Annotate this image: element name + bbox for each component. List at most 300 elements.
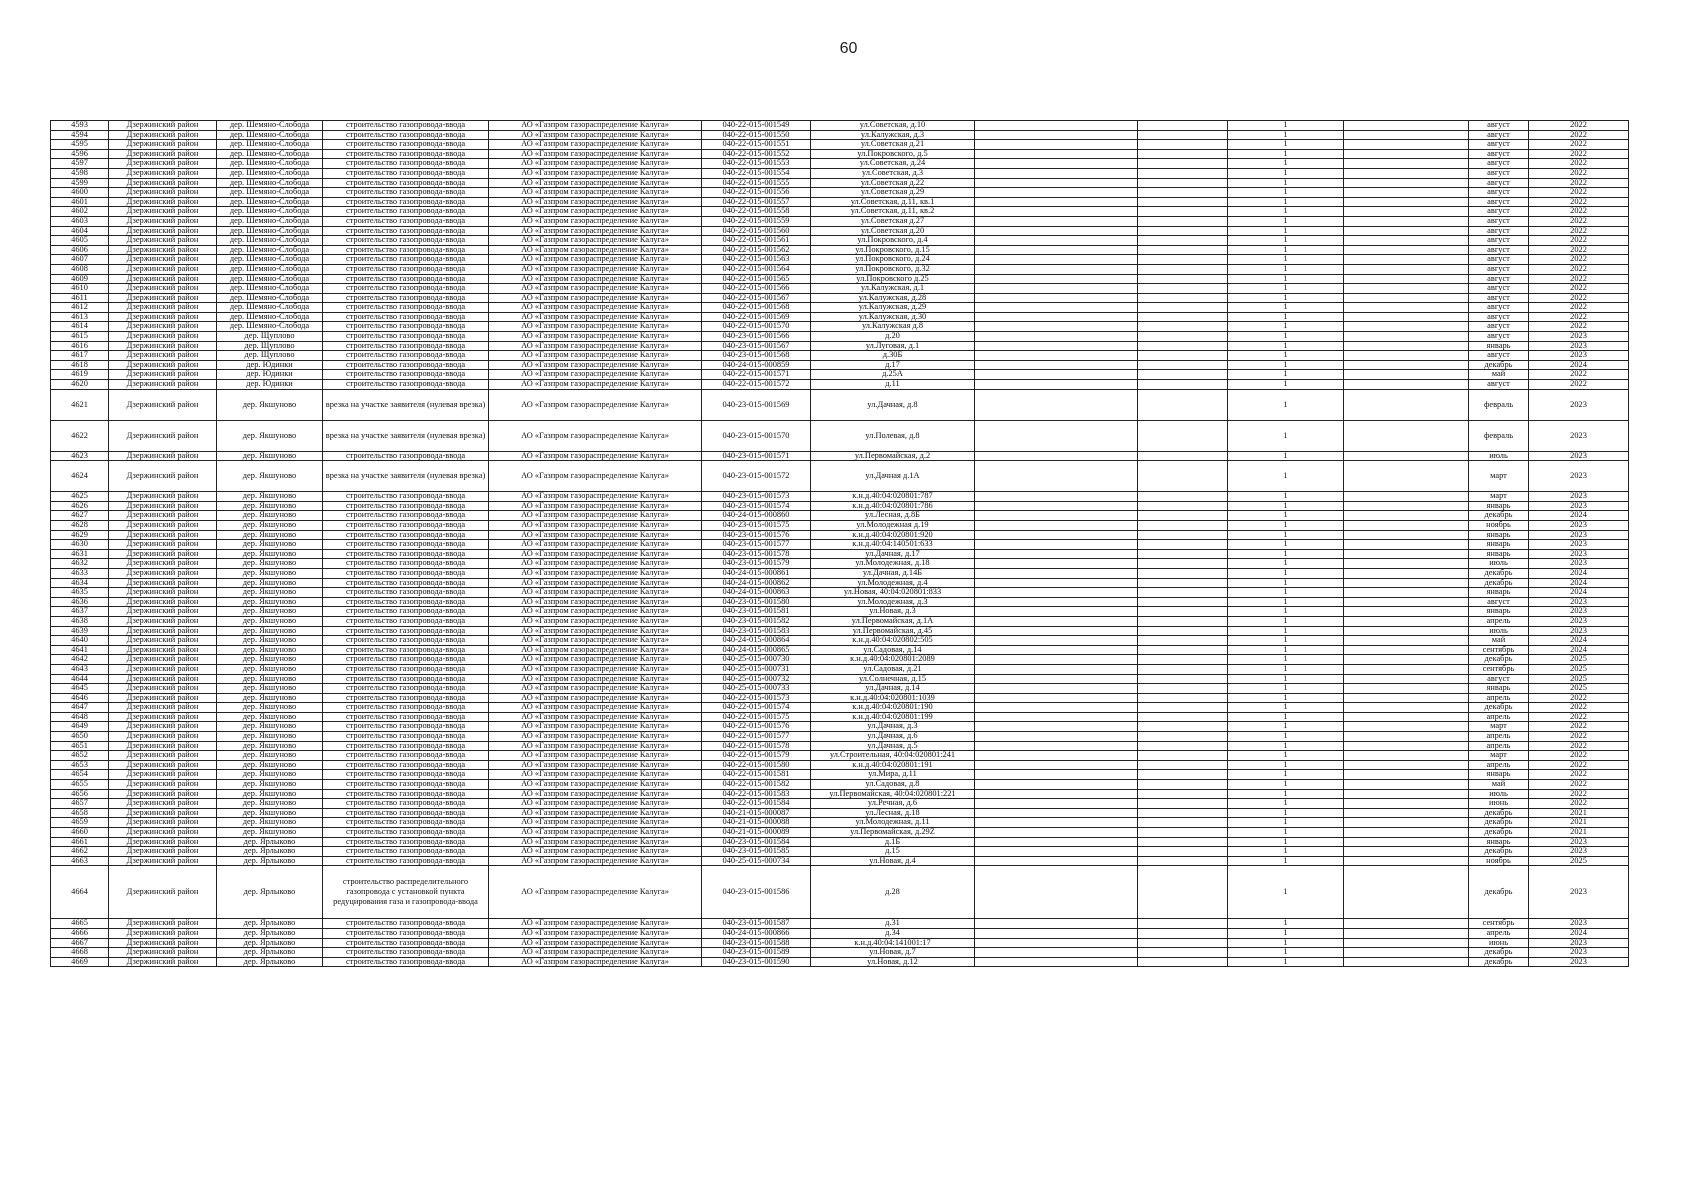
table-row bbox=[51, 168, 1629, 178]
quantity-cell: 1 bbox=[1228, 568, 1344, 578]
row-number: 4669 bbox=[51, 957, 109, 967]
district-cell: Дзержинский район bbox=[109, 770, 217, 780]
row-number: 4665 bbox=[51, 919, 109, 929]
empty-cell bbox=[1344, 938, 1469, 948]
empty-cell bbox=[1138, 732, 1228, 742]
locality-cell: дер. Якшуново bbox=[217, 626, 323, 636]
empty-cell bbox=[1138, 332, 1228, 342]
organization-cell: АО «Газпром газораспределение Калуга» bbox=[489, 828, 702, 838]
year-cell: 2023 bbox=[1529, 451, 1629, 461]
organization-cell: АО «Газпром газораспределение Калуга» bbox=[489, 188, 702, 198]
empty-cell bbox=[1344, 389, 1469, 420]
year-cell: 2024 bbox=[1529, 568, 1629, 578]
empty-cell bbox=[975, 789, 1138, 799]
table-row bbox=[51, 322, 1629, 332]
application-id-cell: 040-22-015-001580 bbox=[702, 760, 811, 770]
locality-cell: дер. Якшуново bbox=[217, 597, 323, 607]
organization-cell: АО «Газпром газораспределение Калуга» bbox=[489, 511, 702, 521]
empty-cell bbox=[1138, 303, 1228, 313]
year-cell: 2022 bbox=[1529, 178, 1629, 188]
table-row bbox=[51, 216, 1629, 226]
address-cell: д.25А bbox=[811, 370, 975, 380]
district-cell: Дзержинский район bbox=[109, 380, 217, 390]
work-type-cell: строительство газопровода-ввода bbox=[323, 303, 489, 313]
application-id-cell: 040-22-015-001583 bbox=[702, 789, 811, 799]
address-cell: ул.Дачная, д.17 bbox=[811, 549, 975, 559]
year-cell: 2025 bbox=[1529, 664, 1629, 674]
address-cell: ул.Молодежная, д.3 bbox=[811, 597, 975, 607]
month-cell: июль bbox=[1469, 451, 1529, 461]
year-cell: 2022 bbox=[1529, 303, 1629, 313]
table-row bbox=[51, 159, 1629, 169]
year-cell: 2025 bbox=[1529, 674, 1629, 684]
row-number: 4596 bbox=[51, 149, 109, 159]
year-cell: 2022 bbox=[1529, 312, 1629, 322]
row-number: 4613 bbox=[51, 312, 109, 322]
row-number: 4654 bbox=[51, 770, 109, 780]
work-type-cell: строительство газопровода-ввода bbox=[323, 684, 489, 694]
district-cell: Дзержинский район bbox=[109, 674, 217, 684]
empty-cell bbox=[1138, 264, 1228, 274]
row-number: 4615 bbox=[51, 332, 109, 342]
row-number: 4637 bbox=[51, 607, 109, 617]
locality-cell: дер. Якшуново bbox=[217, 420, 323, 451]
organization-cell: АО «Газпром газораспределение Калуга» bbox=[489, 236, 702, 246]
address-cell: ул.Покровского, д.24 bbox=[811, 255, 975, 265]
empty-cell bbox=[1138, 607, 1228, 617]
locality-cell: дер. Шемяно-Слобода bbox=[217, 293, 323, 303]
quantity-cell: 1 bbox=[1228, 322, 1344, 332]
empty-cell bbox=[1344, 655, 1469, 665]
empty-cell bbox=[1138, 645, 1228, 655]
district-cell: Дзержинский район bbox=[109, 645, 217, 655]
district-cell: Дзержинский район bbox=[109, 236, 217, 246]
table-row bbox=[51, 501, 1629, 511]
empty-cell bbox=[1344, 607, 1469, 617]
address-cell: ул.Молодежная, д.4 bbox=[811, 578, 975, 588]
address-cell: ул.Калужская д.8 bbox=[811, 322, 975, 332]
empty-cell bbox=[1344, 789, 1469, 799]
application-id-cell: 040-22-015-001568 bbox=[702, 303, 811, 313]
row-number: 4658 bbox=[51, 808, 109, 818]
row-number: 4639 bbox=[51, 626, 109, 636]
address-cell: ул.Молодежная д.19 bbox=[811, 521, 975, 531]
year-cell: 2024 bbox=[1529, 588, 1629, 598]
empty-cell bbox=[975, 461, 1138, 492]
table-row bbox=[51, 351, 1629, 361]
work-type-cell: строительство газопровода-ввода bbox=[323, 645, 489, 655]
row-number: 4652 bbox=[51, 751, 109, 761]
work-type-cell: строительство газопровода-ввода bbox=[323, 159, 489, 169]
year-cell: 2023 bbox=[1529, 847, 1629, 857]
application-id-cell: 040-23-015-001585 bbox=[702, 847, 811, 857]
district-cell: Дзержинский район bbox=[109, 370, 217, 380]
month-cell: август bbox=[1469, 303, 1529, 313]
table-row bbox=[51, 818, 1629, 828]
table-row bbox=[51, 530, 1629, 540]
application-id-cell: 040-22-015-001562 bbox=[702, 245, 811, 255]
table-row bbox=[51, 207, 1629, 217]
empty-cell bbox=[1138, 616, 1228, 626]
work-type-cell: строительство газопровода-ввода bbox=[323, 149, 489, 159]
quantity-cell: 1 bbox=[1228, 741, 1344, 751]
row-number: 4657 bbox=[51, 799, 109, 809]
organization-cell: АО «Газпром газораспределение Калуга» bbox=[489, 674, 702, 684]
year-cell: 2023 bbox=[1529, 492, 1629, 502]
empty-cell bbox=[975, 159, 1138, 169]
address-cell: ул.Первомайская, д.45 bbox=[811, 626, 975, 636]
empty-cell bbox=[975, 760, 1138, 770]
work-type-cell: строительство газопровода-ввода bbox=[323, 130, 489, 140]
empty-cell bbox=[1138, 799, 1228, 809]
quantity-cell: 1 bbox=[1228, 501, 1344, 511]
table-row bbox=[51, 360, 1629, 370]
year-cell: 2022 bbox=[1529, 188, 1629, 198]
month-cell: апрель bbox=[1469, 693, 1529, 703]
year-cell: 2024 bbox=[1529, 360, 1629, 370]
quantity-cell: 1 bbox=[1228, 341, 1344, 351]
row-number: 4626 bbox=[51, 501, 109, 511]
empty-cell bbox=[1344, 866, 1469, 919]
locality-cell: дер. Якшуново bbox=[217, 511, 323, 521]
quantity-cell: 1 bbox=[1228, 664, 1344, 674]
month-cell: февраль bbox=[1469, 420, 1529, 451]
district-cell: Дзержинский район bbox=[109, 159, 217, 169]
table-row bbox=[51, 597, 1629, 607]
application-id-cell: 040-23-015-001590 bbox=[702, 957, 811, 967]
empty-cell bbox=[1344, 928, 1469, 938]
month-cell: август bbox=[1469, 674, 1529, 684]
year-cell: 2023 bbox=[1529, 530, 1629, 540]
row-number: 4627 bbox=[51, 511, 109, 521]
month-cell: март bbox=[1469, 722, 1529, 732]
empty-cell bbox=[1138, 389, 1228, 420]
application-id-cell: 040-22-015-001575 bbox=[702, 712, 811, 722]
empty-cell bbox=[975, 559, 1138, 569]
empty-cell bbox=[1138, 703, 1228, 713]
quantity-cell: 1 bbox=[1228, 236, 1344, 246]
work-type-cell: строительство газопровода-ввода bbox=[323, 693, 489, 703]
application-id-cell: 040-22-015-001554 bbox=[702, 168, 811, 178]
organization-cell: АО «Газпром газораспределение Калуга» bbox=[489, 461, 702, 492]
empty-cell bbox=[1138, 741, 1228, 751]
organization-cell: АО «Газпром газораспределение Калуга» bbox=[489, 856, 702, 866]
month-cell: август bbox=[1469, 159, 1529, 169]
application-id-cell: 040-22-015-001584 bbox=[702, 799, 811, 809]
locality-cell: дер. Шемяно-Слобода bbox=[217, 216, 323, 226]
month-cell: январь bbox=[1469, 540, 1529, 550]
work-type-cell: строительство газопровода-ввода bbox=[323, 703, 489, 713]
table-row bbox=[51, 149, 1629, 159]
empty-cell bbox=[975, 274, 1138, 284]
district-cell: Дзержинский район bbox=[109, 540, 217, 550]
quantity-cell: 1 bbox=[1228, 530, 1344, 540]
quantity-cell: 1 bbox=[1228, 303, 1344, 313]
locality-cell: дер. Якшуново bbox=[217, 616, 323, 626]
table-row bbox=[51, 226, 1629, 236]
empty-cell bbox=[1344, 636, 1469, 646]
month-cell: апрель bbox=[1469, 928, 1529, 938]
empty-cell bbox=[975, 207, 1138, 217]
empty-cell bbox=[1344, 626, 1469, 636]
quantity-cell: 1 bbox=[1228, 332, 1344, 342]
application-id-cell: 040-23-015-001584 bbox=[702, 837, 811, 847]
work-type-cell: строительство газопровода-ввода bbox=[323, 549, 489, 559]
table-row bbox=[51, 616, 1629, 626]
locality-cell: дер. Якшуново bbox=[217, 501, 323, 511]
locality-cell: дер. Ярлыково bbox=[217, 866, 323, 919]
address-cell: ул.Советская д.29 bbox=[811, 188, 975, 198]
year-cell: 2021 bbox=[1529, 828, 1629, 838]
row-number: 4611 bbox=[51, 293, 109, 303]
empty-cell bbox=[975, 645, 1138, 655]
month-cell: август bbox=[1469, 121, 1529, 131]
organization-cell: АО «Газпром газораспределение Калуга» bbox=[489, 837, 702, 847]
quantity-cell: 1 bbox=[1228, 732, 1344, 742]
district-cell: Дзержинский район bbox=[109, 197, 217, 207]
work-type-cell: строительство газопровода-ввода bbox=[323, 588, 489, 598]
quantity-cell: 1 bbox=[1228, 351, 1344, 361]
locality-cell: дер. Якшуново bbox=[217, 559, 323, 569]
table-row bbox=[51, 588, 1629, 598]
work-type-cell: строительство газопровода-ввода bbox=[323, 501, 489, 511]
organization-cell: АО «Газпром газораспределение Калуга» bbox=[489, 540, 702, 550]
year-cell: 2022 bbox=[1529, 130, 1629, 140]
address-cell: ул.Мира, д.11 bbox=[811, 770, 975, 780]
table-row bbox=[51, 837, 1629, 847]
district-cell: Дзержинский район bbox=[109, 322, 217, 332]
locality-cell: дер. Якшуново bbox=[217, 549, 323, 559]
table-row bbox=[51, 655, 1629, 665]
year-cell: 2023 bbox=[1529, 938, 1629, 948]
address-cell: ул.Новая, д.3 bbox=[811, 607, 975, 617]
address-cell: д.30Б bbox=[811, 351, 975, 361]
district-cell: Дзержинский район bbox=[109, 626, 217, 636]
quantity-cell: 1 bbox=[1228, 216, 1344, 226]
locality-cell: дер. Якшуново bbox=[217, 770, 323, 780]
quantity-cell: 1 bbox=[1228, 789, 1344, 799]
empty-cell bbox=[1138, 521, 1228, 531]
work-type-cell: строительство газопровода-ввода bbox=[323, 188, 489, 198]
organization-cell: АО «Газпром газораспределение Калуга» bbox=[489, 159, 702, 169]
work-type-cell: строительство газопровода-ввода bbox=[323, 770, 489, 780]
locality-cell: дер. Шемяно-Слобода bbox=[217, 312, 323, 322]
year-cell: 2023 bbox=[1529, 332, 1629, 342]
address-cell: д.15 bbox=[811, 847, 975, 857]
district-cell: Дзержинский район bbox=[109, 616, 217, 626]
empty-cell bbox=[1344, 178, 1469, 188]
year-cell: 2023 bbox=[1529, 559, 1629, 569]
address-cell: к.н.д.40:04:140501:633 bbox=[811, 540, 975, 550]
organization-cell: АО «Газпром газораспределение Калуга» bbox=[489, 703, 702, 713]
empty-cell bbox=[1344, 674, 1469, 684]
row-number: 4607 bbox=[51, 255, 109, 265]
work-type-cell: строительство газопровода-ввода bbox=[323, 511, 489, 521]
locality-cell: дер. Шемяно-Слобода bbox=[217, 255, 323, 265]
work-type-cell: строительство газопровода-ввода bbox=[323, 168, 489, 178]
locality-cell: дер. Шемяно-Слобода bbox=[217, 197, 323, 207]
district-cell: Дзержинский район bbox=[109, 420, 217, 451]
row-number: 4638 bbox=[51, 616, 109, 626]
work-type-cell: строительство газопровода-ввода bbox=[323, 856, 489, 866]
quantity-cell: 1 bbox=[1228, 255, 1344, 265]
district-cell: Дзержинский район bbox=[109, 492, 217, 502]
organization-cell: АО «Газпром газораспределение Калуга» bbox=[489, 957, 702, 967]
address-cell: ул.Новая, 40:04:020801:833 bbox=[811, 588, 975, 598]
work-type-cell: строительство газопровода-ввода bbox=[323, 847, 489, 857]
organization-cell: АО «Газпром газораспределение Калуга» bbox=[489, 530, 702, 540]
organization-cell: АО «Газпром газораспределение Калуга» bbox=[489, 501, 702, 511]
locality-cell: дер. Якшуново bbox=[217, 741, 323, 751]
quantity-cell: 1 bbox=[1228, 245, 1344, 255]
organization-cell: АО «Газпром газораспределение Калуга» bbox=[489, 370, 702, 380]
row-number: 4642 bbox=[51, 655, 109, 665]
quantity-cell: 1 bbox=[1228, 451, 1344, 461]
work-type-cell: строительство газопровода-ввода bbox=[323, 760, 489, 770]
year-cell: 2022 bbox=[1529, 770, 1629, 780]
district-cell: Дзержинский район bbox=[109, 919, 217, 929]
table-row bbox=[51, 856, 1629, 866]
district-cell: Дзержинский район bbox=[109, 226, 217, 236]
empty-cell bbox=[975, 360, 1138, 370]
organization-cell: АО «Газпром газораспределение Калуга» bbox=[489, 207, 702, 217]
row-number: 4628 bbox=[51, 521, 109, 531]
year-cell: 2023 bbox=[1529, 948, 1629, 958]
empty-cell bbox=[975, 216, 1138, 226]
application-id-cell: 040-21-015-000089 bbox=[702, 828, 811, 838]
work-type-cell: строительство газопровода-ввода bbox=[323, 578, 489, 588]
empty-cell bbox=[975, 226, 1138, 236]
table-row bbox=[51, 140, 1629, 150]
empty-cell bbox=[1344, 664, 1469, 674]
empty-cell bbox=[1344, 712, 1469, 722]
year-cell: 2023 bbox=[1529, 521, 1629, 531]
address-cell: ул.Первомайская, 40:04:020801:221 bbox=[811, 789, 975, 799]
empty-cell bbox=[1138, 341, 1228, 351]
month-cell: август bbox=[1469, 293, 1529, 303]
organization-cell: АО «Газпром газораспределение Калуга» bbox=[489, 722, 702, 732]
district-cell: Дзержинский район bbox=[109, 178, 217, 188]
locality-cell: дер. Ярлыково bbox=[217, 919, 323, 929]
quantity-cell: 1 bbox=[1228, 674, 1344, 684]
empty-cell bbox=[1138, 501, 1228, 511]
empty-cell bbox=[975, 636, 1138, 646]
address-cell: д.11 bbox=[811, 380, 975, 390]
locality-cell: дер. Якшуново bbox=[217, 451, 323, 461]
empty-cell bbox=[1138, 837, 1228, 847]
empty-cell bbox=[1344, 451, 1469, 461]
organization-cell: АО «Газпром газораспределение Калуга» bbox=[489, 549, 702, 559]
empty-cell bbox=[975, 312, 1138, 322]
empty-cell bbox=[1138, 197, 1228, 207]
address-cell: ул.Луговая, д.1 bbox=[811, 341, 975, 351]
row-number: 4649 bbox=[51, 722, 109, 732]
empty-cell bbox=[1344, 828, 1469, 838]
district-cell: Дзержинский район bbox=[109, 255, 217, 265]
quantity-cell: 1 bbox=[1228, 751, 1344, 761]
locality-cell: дер. Якшуново bbox=[217, 492, 323, 502]
row-number: 4648 bbox=[51, 712, 109, 722]
locality-cell: дер. Шемяно-Слобода bbox=[217, 178, 323, 188]
address-cell: к.н.д.40:04:141001:17 bbox=[811, 938, 975, 948]
row-number: 4612 bbox=[51, 303, 109, 313]
empty-cell bbox=[1344, 255, 1469, 265]
organization-cell: АО «Газпром газораспределение Калуга» bbox=[489, 655, 702, 665]
month-cell: январь bbox=[1469, 530, 1529, 540]
district-cell: Дзержинский район bbox=[109, 741, 217, 751]
district-cell: Дзержинский район bbox=[109, 588, 217, 598]
locality-cell: дер. Шемяно-Слобода bbox=[217, 284, 323, 294]
application-id-cell: 040-22-015-001550 bbox=[702, 130, 811, 140]
empty-cell bbox=[1138, 722, 1228, 732]
table-row bbox=[51, 540, 1629, 550]
district-cell: Дзержинский район bbox=[109, 312, 217, 322]
year-cell: 2022 bbox=[1529, 741, 1629, 751]
row-number: 4614 bbox=[51, 322, 109, 332]
locality-cell: дер. Якшуново bbox=[217, 818, 323, 828]
address-cell: ул.Советская, д.11, кв.1 bbox=[811, 197, 975, 207]
empty-cell bbox=[1344, 332, 1469, 342]
quantity-cell: 1 bbox=[1228, 847, 1344, 857]
work-type-cell: строительство газопровода-ввода bbox=[323, 530, 489, 540]
empty-cell bbox=[1344, 303, 1469, 313]
empty-cell bbox=[975, 492, 1138, 502]
table-row bbox=[51, 808, 1629, 818]
quantity-cell: 1 bbox=[1228, 770, 1344, 780]
locality-cell: дер. Якшуново bbox=[217, 828, 323, 838]
empty-cell bbox=[1344, 799, 1469, 809]
work-type-cell: строительство газопровода-ввода bbox=[323, 741, 489, 751]
year-cell: 2022 bbox=[1529, 121, 1629, 131]
empty-cell bbox=[975, 866, 1138, 919]
empty-cell bbox=[1344, 837, 1469, 847]
district-cell: Дзержинский район bbox=[109, 121, 217, 131]
application-id-cell: 040-22-015-001552 bbox=[702, 149, 811, 159]
address-cell: ул.Первомайская, д.29Z bbox=[811, 828, 975, 838]
locality-cell: дер. Якшуново bbox=[217, 664, 323, 674]
table-row bbox=[51, 568, 1629, 578]
empty-cell bbox=[1344, 780, 1469, 790]
year-cell: 2022 bbox=[1529, 140, 1629, 150]
empty-cell bbox=[975, 149, 1138, 159]
address-cell: ул.Молодежная, д.11 bbox=[811, 818, 975, 828]
row-number: 4619 bbox=[51, 370, 109, 380]
empty-cell bbox=[1344, 684, 1469, 694]
quantity-cell: 1 bbox=[1228, 121, 1344, 131]
work-type-cell: строительство газопровода-ввода bbox=[323, 540, 489, 550]
address-cell: ул.Советская д.22 bbox=[811, 178, 975, 188]
month-cell: ноябрь bbox=[1469, 521, 1529, 531]
application-id-cell: 040-22-015-001549 bbox=[702, 121, 811, 131]
quantity-cell: 1 bbox=[1228, 938, 1344, 948]
quantity-cell: 1 bbox=[1228, 461, 1344, 492]
application-id-cell: 040-23-015-001576 bbox=[702, 530, 811, 540]
row-number: 4630 bbox=[51, 540, 109, 550]
work-type-cell: строительство газопровода-ввода bbox=[323, 197, 489, 207]
work-type-cell: строительство газопровода-ввода bbox=[323, 255, 489, 265]
locality-cell: дер. Ярлыково bbox=[217, 837, 323, 847]
empty-cell bbox=[1344, 360, 1469, 370]
empty-cell bbox=[1138, 451, 1228, 461]
locality-cell: дер. Шемяно-Слобода bbox=[217, 274, 323, 284]
month-cell: май bbox=[1469, 636, 1529, 646]
locality-cell: дер. Ярлыково bbox=[217, 948, 323, 958]
locality-cell: дер. Шемяно-Слобода bbox=[217, 130, 323, 140]
locality-cell: дер. Шемяно-Слобода bbox=[217, 121, 323, 131]
locality-cell: дер. Шемяно-Слобода bbox=[217, 140, 323, 150]
empty-cell bbox=[975, 847, 1138, 857]
row-number: 4661 bbox=[51, 837, 109, 847]
